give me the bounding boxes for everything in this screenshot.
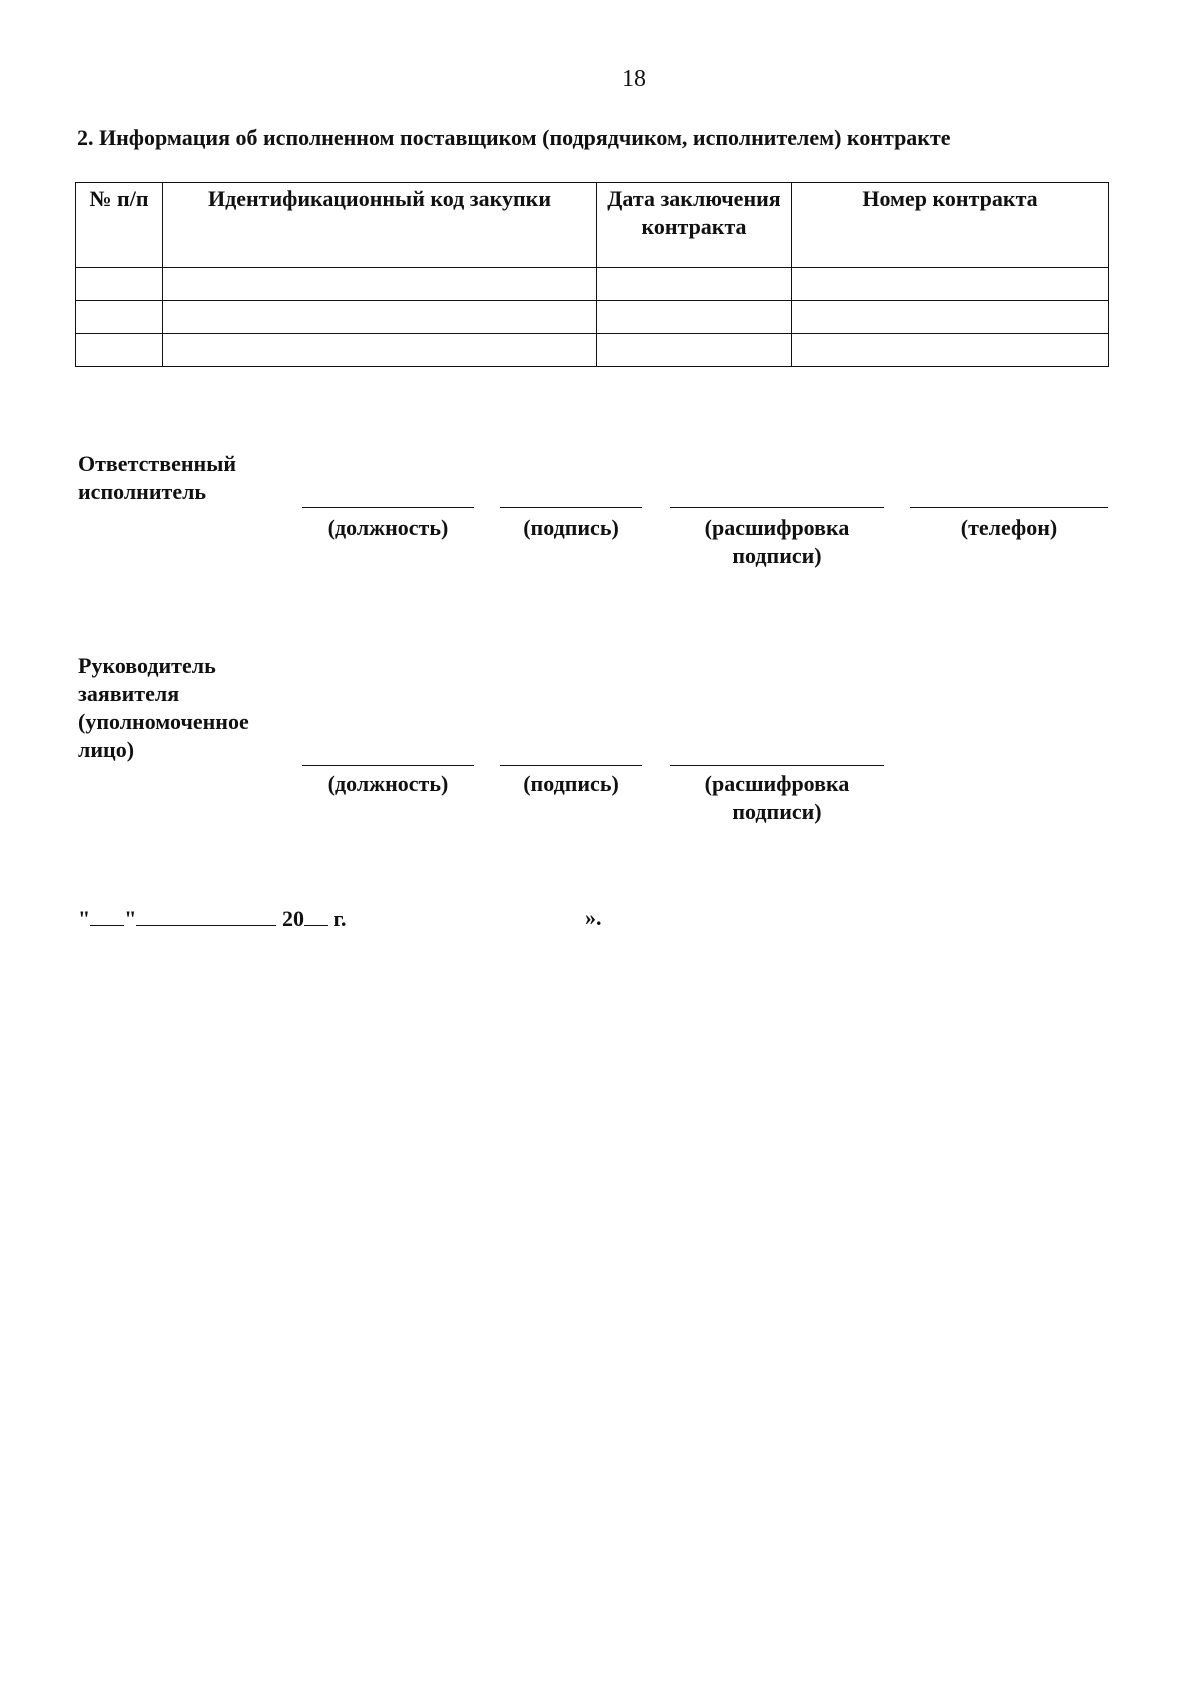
responsible-signature-line[interactable] [500, 507, 642, 508]
page-number: 18 [622, 66, 646, 92]
head-decoding-caption: (расшифровка подписи) [704, 771, 850, 824]
table-cell[interactable] [76, 268, 163, 301]
table-cell[interactable] [163, 268, 597, 301]
responsible-position-caption: (должность) [327, 515, 449, 540]
table-cell[interactable] [76, 301, 163, 334]
year-suffix: г. [333, 906, 347, 931]
table-row [76, 334, 1109, 367]
responsible-signature-caption: (подпись) [523, 515, 619, 540]
header-contract-number: Номер контракта [792, 183, 1109, 268]
head-position-caption: (должность) [327, 771, 449, 796]
head-signature-caption: (подпись) [523, 771, 619, 796]
section-title: 2. Информация об исполненном поставщиком (подрядчиком, исполнителем) контракте [77, 125, 951, 150]
responsible-phone-caption: (телефон) [960, 515, 1058, 540]
responsible-position-line[interactable] [302, 507, 474, 508]
head-position-line[interactable] [302, 765, 474, 766]
header-number: № п/п [76, 183, 163, 268]
date-line [78, 905, 346, 932]
closing-mark: ». [585, 905, 602, 930]
year-blank[interactable] [304, 905, 328, 926]
contracts-table [75, 182, 1109, 367]
month-blank[interactable] [136, 905, 276, 926]
table-cell[interactable] [597, 268, 792, 301]
date-quote-open: " [78, 906, 91, 931]
table-cell[interactable] [597, 334, 792, 367]
year-prefix: 20 [281, 906, 304, 931]
table-cell[interactable] [597, 301, 792, 334]
table-header-row [76, 183, 1109, 268]
table-cell[interactable] [163, 301, 597, 334]
table-cell[interactable] [76, 334, 163, 367]
responsible-phone-line[interactable] [910, 507, 1108, 508]
head-decoding-line[interactable] [670, 765, 884, 766]
head-signature-line[interactable] [500, 765, 642, 766]
header-procurement-code: Идентификационный код закупки [163, 183, 597, 268]
table-cell[interactable] [792, 334, 1109, 367]
responsible-decoding-line[interactable] [670, 507, 884, 508]
table-cell[interactable] [163, 334, 597, 367]
table-row [76, 301, 1109, 334]
table-cell[interactable] [792, 301, 1109, 334]
responsible-label: Ответственный исполнитель [78, 451, 237, 504]
head-label: Руководитель заявителя (уполномоченное лицо) [78, 653, 249, 762]
day-blank[interactable] [90, 905, 124, 926]
responsible-decoding-caption: (расшифровка подписи) [704, 515, 850, 568]
header-contract-date: Дата заключения контракта [597, 183, 792, 268]
table-cell[interactable] [792, 268, 1109, 301]
date-quote-close: " [124, 906, 137, 931]
table-row [76, 268, 1109, 301]
